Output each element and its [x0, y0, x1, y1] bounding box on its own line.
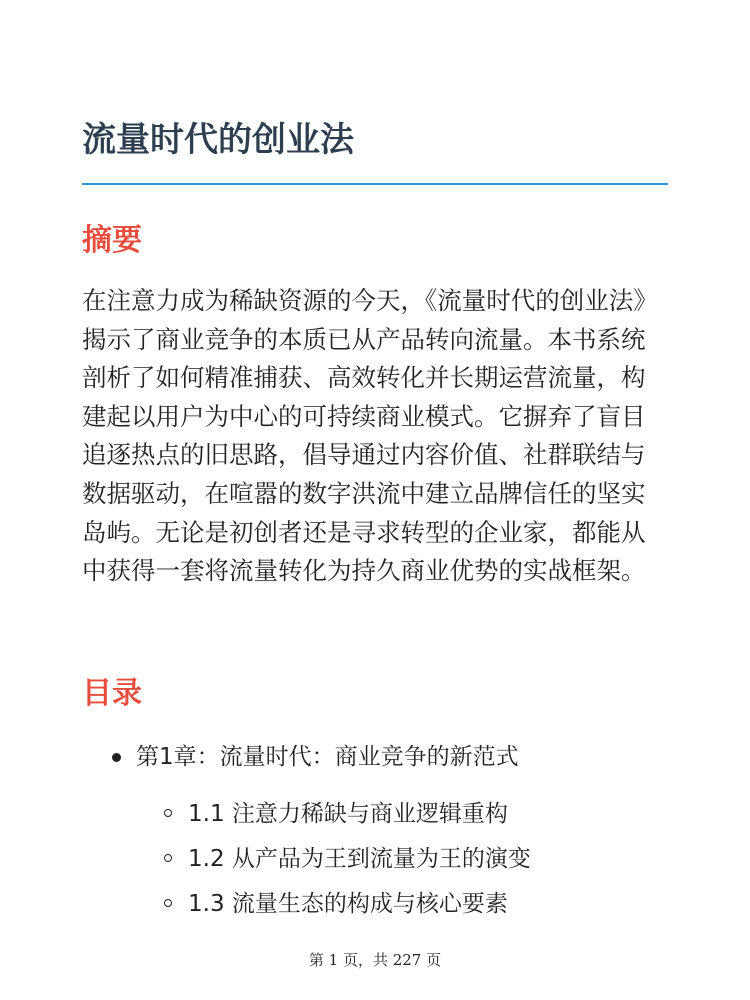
document-page — [82, 0, 668, 1000]
page-number-footer: 第 1 页，共 227 页 — [308, 951, 442, 969]
toc-heading: 目录 — [82, 676, 142, 711]
title-divider — [82, 183, 668, 185]
abstract-heading: 摘要 — [82, 223, 142, 258]
bullet-circle-icon — [164, 854, 172, 862]
toc-chapter-label: 第1章：流量时代：商业竞争的新范式 — [136, 744, 519, 770]
document-title: 流量时代的创业法 — [82, 120, 354, 160]
toc-section-label: 1.3 流量生态的构成与核心要素 — [188, 891, 508, 917]
bullet-circle-icon — [164, 809, 172, 817]
bullet-circle-icon — [164, 899, 172, 907]
abstract-body: 在注意力成为稀缺资源的今天，《流量时代的创业法》揭示了商业竞争的本质已从产品转向流量。本书系统剖析了如何精准捕获、高效转化并长期运营流量，构建起以用户为中心的可持续商业模式。它摒弃了盲目追逐热点的旧思路，倡导通过内容价值、社群联结与数据驱动，在喧嚣的数字洪流中建立品牌信任的坚实岛屿。无论是初创者还是寻求转型的企业家，都能从中获得一套将流量转化为持久商业优势的实战框架。 — [82, 286, 658, 586]
bullet-disc-icon — [112, 753, 121, 762]
toc-section-label: 1.1 注意力稀缺与商业逻辑重构 — [188, 801, 508, 827]
toc-section-label: 1.2 从产品为王到流量为王的演变 — [188, 846, 531, 872]
